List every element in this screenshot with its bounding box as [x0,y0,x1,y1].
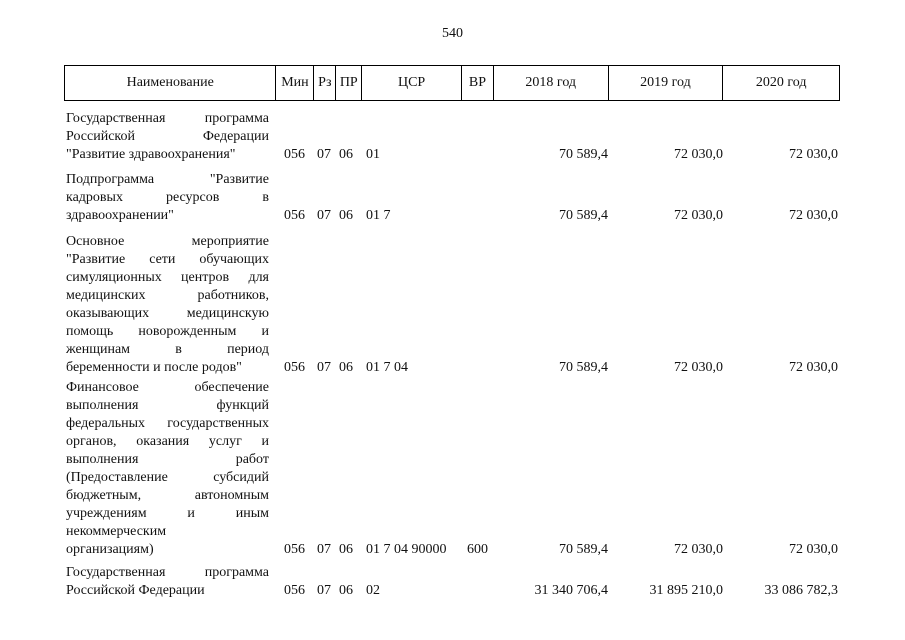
header-pr: ПР [336,66,362,100]
row-name [66,233,269,377]
row-name-line: учреждениям и иным [66,506,269,521]
page-number: 540 [442,26,463,41]
row-name-line: бюджетным, автономным [66,488,269,503]
row-name [66,171,269,225]
row-name-line: Российской Федерации [66,583,205,598]
row-name-line: (Предоставление субсидий [66,470,269,485]
header-vr: ВР [462,66,494,100]
row-name-line: Российской Федерации [66,129,269,144]
cell-y2019: 72 030,0 [674,208,723,223]
row-name-line: выполнения работ [66,452,269,467]
row-name-line: здравоохранении" [66,208,174,223]
row-name [66,110,269,164]
cell-csr: 01 7 04 90000 [366,542,447,557]
cell-y2019: 31 895 210,0 [649,583,723,598]
header-2020: 2020 год [755,75,807,90]
cell-y2020: 72 030,0 [789,208,838,223]
cell-y2019: 72 030,0 [674,542,723,557]
row-name-line: Подпрограмма "Развитие [66,172,269,187]
row-name-line: выполнения функций [66,398,269,413]
header-2018: 2018 год [494,66,609,100]
cell-csr: 02 [366,583,380,598]
header-rz: Рз [314,66,336,100]
row-name-line: медицинских работников, [66,288,269,303]
row-name-line: беременности и после родов" [66,360,242,375]
cell-y2019: 72 030,0 [674,147,723,162]
table-header [64,65,840,101]
cell-y2020: 72 030,0 [789,542,838,557]
cell-csr: 01 7 [366,208,391,223]
cell-min: 056 [284,360,305,375]
cell-rz: 07 [317,542,331,557]
row-name-line: оказывающих медицинскую [66,306,269,321]
header-csr: ЦСР [362,66,462,100]
cell-y2018: 70 589,4 [559,542,608,557]
header-name: Наименование [65,66,276,100]
cell-y2018: 70 589,4 [559,147,608,162]
header-2019: 2019 год [609,66,724,100]
cell-rz: 07 [317,360,331,375]
header-min: Мин [276,66,314,100]
cell-csr: 01 7 04 [366,360,408,375]
row-name-line: некоммерческим [66,524,167,539]
row-name-line: помощь новорожденным и [66,324,269,339]
cell-y2020: 72 030,0 [789,360,838,375]
cell-min: 056 [284,208,305,223]
cell-pr: 06 [339,147,353,162]
row-name-line: женщинам в период [66,342,269,357]
cell-csr: 01 [366,147,380,162]
cell-rz: 07 [317,208,331,223]
cell-y2020: 72 030,0 [789,147,838,162]
cell-y2018: 70 589,4 [559,208,608,223]
cell-min: 056 [284,583,305,598]
cell-y2018: 70 589,4 [559,360,608,375]
row-name-line: федеральных государственных [66,416,269,431]
row-name-line: организациям) [66,542,154,557]
row-name-line: Основное мероприятие [66,234,269,249]
row-name-line: Государственная программа [66,111,269,126]
cell-min: 056 [284,147,305,162]
cell-min: 056 [284,542,305,557]
row-name-line: Государственная программа [66,565,269,580]
cell-y2020: 33 086 782,3 [764,583,838,598]
cell-y2019: 72 030,0 [674,360,723,375]
cell-vr: 600 [467,542,488,557]
row-name-line: симуляционных центров для [66,270,269,285]
cell-pr: 06 [339,542,353,557]
row-name-line: "Развитие сети обучающих [66,252,269,267]
cell-pr: 06 [339,360,353,375]
row-name-line: "Развитие здравоохранения" [66,147,236,162]
row-name [66,379,269,559]
cell-rz: 07 [317,147,331,162]
cell-rz: 07 [317,583,331,598]
row-name-line: кадровых ресурсов в [66,190,269,205]
cell-y2018: 31 340 706,4 [534,583,608,598]
row-name [66,564,269,600]
row-name-line: Финансовое обеспечение [66,380,269,395]
cell-pr: 06 [339,208,353,223]
row-name-line: органов, оказания услуг и [66,434,269,449]
cell-pr: 06 [339,583,353,598]
